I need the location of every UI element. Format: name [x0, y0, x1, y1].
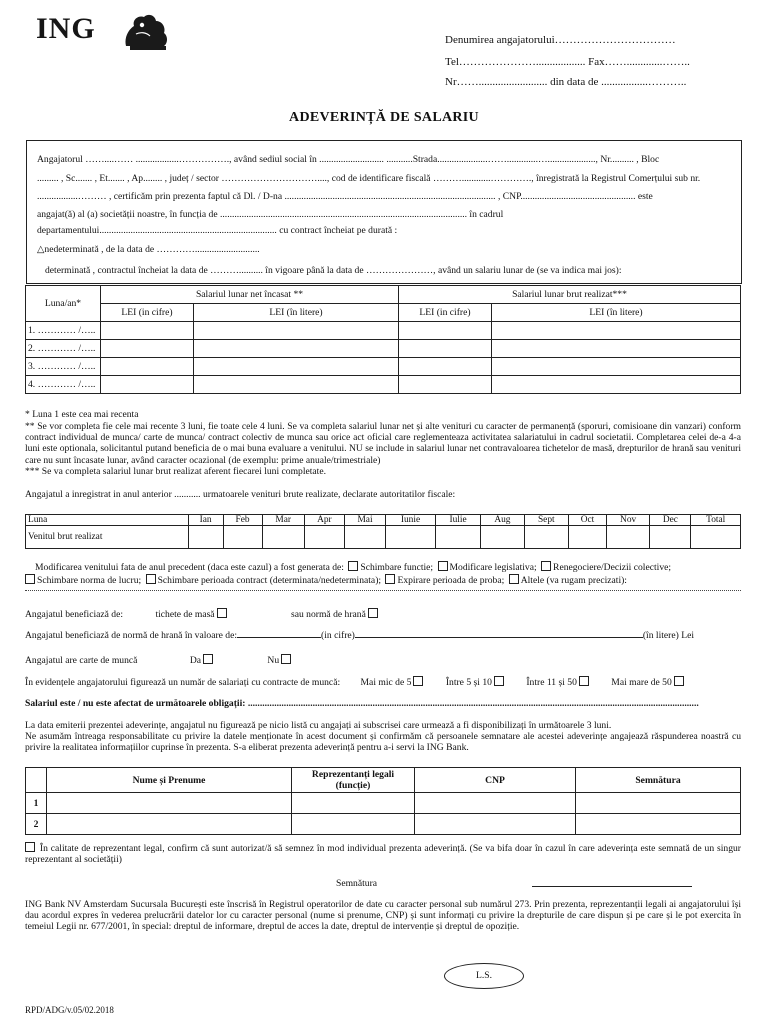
table-row: 2. ………… /…..: [26, 340, 741, 358]
employer-line-3: .................……… , certificăm prin prezenta faptul că Dl. / D-na ........................................................................................ , CNP................................................ este: [37, 191, 653, 202]
month-header-cell: Ian: [188, 515, 223, 526]
tel-fax-line: Tel………………….................. Fax…….............……..: [445, 56, 690, 68]
income-value-cell[interactable]: [606, 526, 649, 549]
sub-letters-gross: LEI (în litere): [492, 304, 741, 322]
changes-other-line[interactable]: [25, 590, 741, 591]
checkbox-food-norm[interactable]: [368, 608, 378, 618]
income-value-cell[interactable]: [524, 526, 568, 549]
prev-year-table: [25, 514, 741, 549]
checkbox-lt-5[interactable]: [413, 676, 423, 686]
checkbox-5-10[interactable]: [494, 676, 504, 686]
checkbox-renegotiation[interactable]: [541, 561, 551, 571]
declaration-p1: La data emiterii prezentei adeverințe, angajatul nu figurează pe nicio listă cu angajați ai subscrisei care urmează a fi disponibilizați în următoarele 3 luni.: [25, 720, 612, 731]
work-book-line: Angajatul are carte de muncă Da Nu: [25, 654, 293, 666]
table-row: 4. ………… /…..: [26, 376, 741, 394]
employee-count-line: În evidențele angajatorului figurează un număr de salariați cu contracte de muncă: Mai mic de 5 Între 5 și 10 Între 11 și 50 Mai mare de 50: [25, 676, 686, 688]
prev-year-intro: Angajatul a inregistrat in anul anterior ........... urmatoarele venituri brute realizate, declarate autoritatilor fiscale:: [25, 489, 456, 500]
checkbox-meal-tickets[interactable]: [217, 608, 227, 618]
checkbox-other[interactable]: [509, 574, 519, 584]
checkbox-function-change[interactable]: [348, 561, 358, 571]
month-header-cell: Mar: [262, 515, 304, 526]
logo-text: ING: [36, 12, 96, 45]
table-row: 2: [26, 814, 741, 835]
food-norm-value-line: Angajatul beneficiază de normă de hrană în valoare de: (in cifre) (în litere) Lei: [25, 630, 694, 641]
month-header-cell: Mai: [344, 515, 385, 526]
income-value-cell[interactable]: [262, 526, 304, 549]
single-rep-confirmation: În calitate de reprezentant legal, confirm că sunt autorizat/ă să semnez în mod individual prezenta adeverință. (Se va bifa doar în cazul în care adeverința este semnată de un singur reprezentant al societății): [25, 843, 741, 866]
month-header-cell: Luna: [26, 515, 189, 526]
income-value-cell[interactable]: [188, 526, 223, 549]
income-value-cell[interactable]: [435, 526, 480, 549]
month-header-cell: Aug: [481, 515, 524, 526]
employer-line-5: departamentului.......................................................................... cu contract încheiat pe durată :: [37, 225, 398, 236]
months-header-row: [26, 515, 741, 526]
page-title: ADEVERINȚĂ DE SALARIU: [289, 110, 479, 125]
nr-date-line: Nr……......................... din data de .................………..: [445, 76, 687, 88]
employer-name-line: Denumirea angajatorului……………………………: [445, 34, 676, 46]
employer-line-1: Angajatorul ……....…… ..................……………., având sediul social în ........................... ...........Strada.....................…….............…...................., Nr.......... , Bloc: [37, 154, 660, 165]
checkbox-work-book-no[interactable]: [281, 654, 291, 664]
employer-line-4: angajat(ă) al (a) societății noastre, în funcția de ....................................................................................................... în cadrul: [37, 209, 504, 220]
employer-info-box: [26, 140, 742, 284]
table-row: 1: [26, 793, 741, 814]
month-header-cell: Nov: [606, 515, 649, 526]
footer-code: RPD/ADG/v.05/02.2018: [25, 1005, 114, 1015]
income-value-cell[interactable]: [386, 526, 436, 549]
income-value-cell[interactable]: [304, 526, 344, 549]
month-header-cell: Feb: [223, 515, 262, 526]
legal-representatives-table: [25, 767, 741, 835]
month-header-cell: Iunie: [386, 515, 436, 526]
changes-line-1: Modificarea venitului fata de anul precedent (daca este cazul) a fost generata de: Schimbare functie; Modificare legislativa; Renegociere/Decizii colective;: [35, 562, 672, 573]
changes-line-2: Schimbare norma de lucru; Schimbare perioada contract (determinata/nedeterminata); Expirare perioada de proba; Altele (va rugam precizati):: [25, 574, 627, 586]
checkbox-contract-period[interactable]: [146, 574, 156, 584]
income-row-label: Venitul brut realizat: [26, 526, 189, 549]
checkbox-work-book-yes[interactable]: [203, 654, 213, 664]
table-row: 1. ………… /…..: [26, 322, 741, 340]
food-norm-letters-field[interactable]: [355, 637, 643, 638]
col-gross-header: Salariul lunar brut realizat***: [399, 286, 741, 304]
table-row: 3. ………… /…..: [26, 358, 741, 376]
col-name: Nume și Prenume: [47, 768, 292, 793]
month-header-cell: Iulie: [435, 515, 480, 526]
month-header-cell: Dec: [650, 515, 691, 526]
checkbox-work-norm[interactable]: [25, 574, 35, 584]
income-value-cell[interactable]: [691, 526, 741, 549]
gdpr-statement: ING Bank NV Amsterdam Sucursala București este înscrisă în Registrul operatorilor de date cu caracter personal sub numărul 273. Prin prezenta, reprezentanții legali ai angajatorului își dau acordul expres în vederea prelucrării datelor lor cu caracter personal (nume si prenume, CNP) și sunt informați cu privire la drepturile de care dispun și pe care și le pot exercita în temeiul Legii nr. 677/2001, în special: dreptul de informare, dreptul de acces la date, dreptul de intervenție și dreptul de opoziție.: [25, 899, 741, 933]
col-signature: Semnătura: [576, 768, 741, 793]
contract-indefinite-line: △nedeterminată , de la data de …………...........................: [37, 244, 260, 255]
triangle-icon: △: [37, 244, 45, 255]
checkbox-legislative[interactable]: [438, 561, 448, 571]
checkbox-11-50[interactable]: [579, 676, 589, 686]
lion-icon: [120, 12, 172, 52]
income-value-cell[interactable]: [344, 526, 385, 549]
note-2: ** Se vor completa fie cele mai recente 3 luni, fie toate cele 4 luni. Se va completa salariul lunar net și alte venituri cu caracter de permanență (sporuri, comisioane din vanzari) conform contract individual de munca/ carte de munca/ contract colectiv de munca sau orice act oficial care reglementeaza activitatea salariatului in cadrul societatii. Completarea celei de-a 4-a luni este optionala, solicitantul putand beneficia de o mai buna evaluare a venitului. NU se include in salariul lunar net contravaloarea tichetelor de masă, drepturilor de hrană sau venituri care nu sunt încasate lunar, având caracter ocazional (de exemplu: prime anuale/trimestriale): [25, 421, 741, 466]
ing-logo: [36, 12, 96, 46]
sub-digits-gross: LEI (in cifre): [399, 304, 492, 322]
salary-obligations-line: Salariul este / nu este afectat de următoarele obligații: ............................................................................................................................................................................................: [25, 698, 699, 709]
signature-label: Semnătura: [336, 878, 378, 889]
stamp-area: L.S.: [444, 963, 524, 989]
note-1: * Luna 1 este cea mai recenta: [25, 409, 139, 420]
income-value-cell[interactable]: [568, 526, 606, 549]
income-value-cell[interactable]: [223, 526, 262, 549]
month-header-cell: Oct: [568, 515, 606, 526]
contract-definite-line: determinată , contractul încheiat la data de ……….......... în vigoare până la data de …………………, având un salariu lunar de (se va indica mai jos):: [45, 265, 622, 276]
month-header-cell: Total: [691, 515, 741, 526]
col-representative: Reprezentanți legali (funcție): [292, 768, 415, 793]
benefits-line: Angajatul beneficiază de: tichete de masă sau normă de hrană: [25, 608, 380, 620]
sub-letters-net: LEI (în litere): [194, 304, 399, 322]
income-value-cell[interactable]: [481, 526, 524, 549]
income-values-row: [26, 526, 741, 549]
checkbox-gt-50[interactable]: [674, 676, 684, 686]
month-header-cell: Apr: [304, 515, 344, 526]
col-month-header: Luna/an*: [26, 286, 101, 322]
sub-digits-net: LEI (in cifre): [101, 304, 194, 322]
col-cnp: CNP: [415, 768, 576, 793]
salary-table: [25, 285, 741, 394]
signature-line[interactable]: [532, 886, 692, 887]
declaration-p2: Ne asumăm întreaga responsabilitate cu privire la datele menționate în acest document și confirmăm că persoanele semnatare ale acestei adeverințe angajează răspunderea noastră cu privire la realitatea informațiilor cuprinse în prezenta. S-a eliberat prezenta adeverință pentru a-i servi la ING Bank.: [25, 731, 741, 754]
income-value-cell[interactable]: [650, 526, 691, 549]
col-net-header: Salariul lunar net încasat **: [101, 286, 399, 304]
checkbox-probation[interactable]: [385, 574, 395, 584]
employer-line-2: ......... , Sc....... , Et....... , Ap........ , județ / sector …………………………...., cod de identificare fiscală ………............…………., înregistrată la Registrul Comerțului sub nr.: [37, 173, 701, 184]
checkbox-single-representative[interactable]: [25, 842, 35, 852]
note-3: *** Se va completa salariul lunar brut realizat aferent fiecarei luni completate.: [25, 466, 326, 477]
food-norm-digits-field[interactable]: [237, 637, 321, 638]
month-header-cell: Sept: [524, 515, 568, 526]
